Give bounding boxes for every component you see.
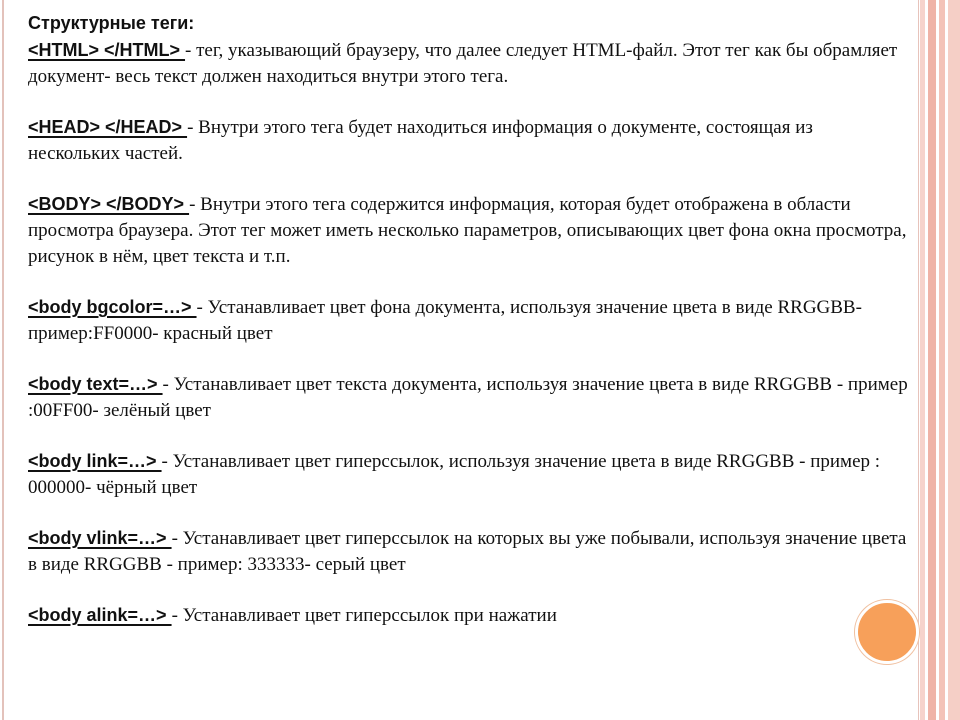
section-heading — [28, 10, 908, 37]
tag-description-bgcolor — [28, 294, 908, 347]
tag-text: - тег, указывающий браузеру, что далее следует HTML-файл. Этот тег как бы обрамляет документ- весь текст должен находиться внутри этого тега. — [28, 40, 898, 87]
tag-text: - Устанавливает цвет гиперссылок на которых вы уже побывали, используя значение цвета в виде RRGGBB - пример: 333333- серый цвет — [28, 528, 907, 575]
tag-text: - Внутри этого тега будет находиться информация о документе, состоящая из нескольких частей. — [28, 117, 813, 164]
decorative-stripes — [920, 0, 960, 720]
tag-description-body — [28, 191, 908, 270]
tag-description-html — [28, 37, 908, 90]
tag-description-text — [28, 371, 908, 424]
tag-description-head — [28, 114, 908, 167]
heading-text: Структурные теги: — [28, 13, 195, 33]
tag-text: - Устанавливает цвет текста документа, используя значение цвета в виде RRGGBB - пример :00FF00- зелёный цвет — [28, 374, 908, 421]
tag-label: <body text=…> — [28, 374, 163, 394]
tag-label: <HEAD> </HEAD> — [28, 117, 188, 137]
tag-text: - Устанавливает цвет гиперссылок при нажатии — [171, 605, 557, 626]
slide-body — [28, 10, 908, 629]
left-border-line — [2, 0, 4, 720]
tag-description-vlink — [28, 525, 908, 578]
tag-text: - Внутри этого тега содержится информация, которая будет отображена в области просмотра браузера. Этот тег может иметь несколько параметров, описывающих цвет фона окна просмотра, рисунок в нём, цвет текста и т.п. — [28, 194, 907, 267]
tag-label: <BODY> </BODY> — [28, 194, 190, 214]
tag-label: <body vlink=…> — [28, 528, 172, 548]
tag-text: - Устанавливает цвет гиперссылок, используя значение цвета в виде RRGGBB - пример : 000000- чёрный цвет — [28, 451, 881, 498]
tag-label: <body link=…> — [28, 451, 162, 471]
tag-description-link — [28, 448, 908, 501]
tag-label: <HTML> </HTML> — [28, 40, 186, 60]
tag-label: <body bgcolor=…> — [28, 297, 197, 317]
tag-text: - Устанавливает цвет фона документа, используя значение цвета в виде RRGGBB- пример:FF0000- красный цвет — [28, 297, 862, 344]
tag-description-alink — [28, 602, 908, 629]
right-border-line — [918, 0, 919, 720]
tag-label: <body alink=…> — [28, 605, 172, 625]
